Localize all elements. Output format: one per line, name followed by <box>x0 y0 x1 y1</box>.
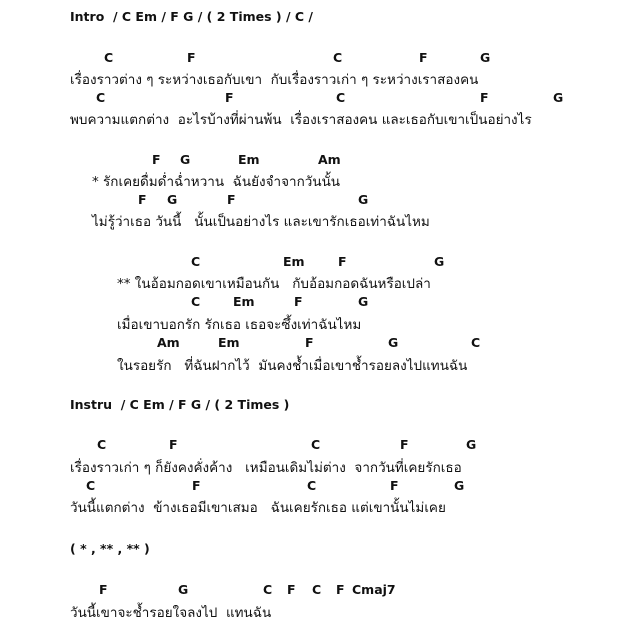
chord: F <box>99 582 108 597</box>
lyric-line: ไม่รู้ว่าเธอ วันนี้ นั้นเป็นอย่างไร และเขารักเธอเท่าฉันไหม <box>92 214 430 230</box>
chord: G <box>454 478 465 493</box>
chord: F <box>305 335 314 350</box>
chord: C <box>96 90 106 105</box>
chord: G <box>466 437 477 452</box>
chord: C <box>191 294 201 309</box>
chord: C <box>263 582 273 597</box>
chord-row <box>0 437 620 453</box>
chord: G <box>388 335 399 350</box>
chord: G <box>553 90 564 105</box>
chord: C <box>104 50 114 65</box>
chord: F <box>400 437 409 452</box>
chord: F <box>227 192 236 207</box>
chord-row <box>0 335 620 351</box>
chord: C <box>191 254 201 269</box>
chord: G <box>358 294 369 309</box>
chord: G <box>434 254 445 269</box>
chord: C <box>86 478 96 493</box>
chord: Cmaj7 <box>352 582 396 597</box>
chord: Em <box>283 254 305 269</box>
chord: F <box>338 254 347 269</box>
chord-row <box>0 478 620 494</box>
chord: F <box>138 192 147 207</box>
chord: C <box>97 437 107 452</box>
chord: F <box>152 152 161 167</box>
chord: F <box>287 582 296 597</box>
chord: G <box>480 50 491 65</box>
lyric-line: เรื่องราวต่าง ๆ ระหว่างเธอกับเขา กับเรื่องราวเก่า ๆ ระหว่างเราสองคน <box>70 72 479 88</box>
chord: C <box>471 335 481 350</box>
chord-row <box>0 582 620 598</box>
chord-row <box>0 152 620 168</box>
chord: F <box>390 478 399 493</box>
chord: F <box>419 50 428 65</box>
chord-row <box>0 90 620 106</box>
chord: F <box>187 50 196 65</box>
instru-line: Instru / C Em / F G / ( 2 Times ) <box>70 397 290 412</box>
chord: G <box>167 192 178 207</box>
chord: Em <box>218 335 240 350</box>
chord: Am <box>318 152 341 167</box>
intro-line: Intro / C Em / F G / ( 2 Times ) / C / <box>70 9 313 24</box>
chord: G <box>178 582 189 597</box>
chord-row <box>0 192 620 208</box>
chord: G <box>358 192 369 207</box>
lyric-line: เมื่อเขาบอกรัก รักเธอ เธอจะซึ้งเท่าฉันไหม <box>117 317 362 333</box>
chord: C <box>311 437 321 452</box>
chord: F <box>480 90 489 105</box>
chord: Em <box>238 152 260 167</box>
chord: G <box>180 152 191 167</box>
chord: F <box>294 294 303 309</box>
chord-row <box>0 254 620 270</box>
lyric-line: ในรอยรัก ที่ฉันฝากไว้ มันคงช้ำเมื่อเขาช้ำรอยลงไปแทนฉัน <box>117 358 468 374</box>
lyric-line: วันนี้เขาจะช้ำรอยใจลงไป แทนฉัน <box>70 605 272 621</box>
lyric-line: * รักเคยดื่มด่ำฉ่ำหวาน ฉันยังจำจากวันนั้น <box>92 174 341 190</box>
chord-row <box>0 50 620 66</box>
repeat-marker: ( * , ** , ** ) <box>70 541 150 556</box>
lyric-line: เรื่องราวเก่า ๆ ก็ยังคงคั่งค้าง เหมือนเดิมไม่ต่าง จากวันที่เคยรักเธอ <box>70 460 462 476</box>
chord: Am <box>157 335 180 350</box>
chord: C <box>333 50 343 65</box>
chord: C <box>336 90 346 105</box>
chord: C <box>312 582 322 597</box>
chord: C <box>307 478 317 493</box>
chord: Em <box>233 294 255 309</box>
chord: F <box>169 437 178 452</box>
lyric-line: ** ในอ้อมกอดเขาเหมือนกัน กับอ้อมกอดฉันหรือเปล่า <box>117 276 431 292</box>
lyric-line: วันนี้แตกต่าง ข้างเธอมีเขาเสมอ ฉันเคยรักเธอ แต่เขานั้นไม่เคย <box>70 500 446 516</box>
chord: F <box>225 90 234 105</box>
chord: F <box>192 478 201 493</box>
chord: F <box>336 582 345 597</box>
lyric-line: พบความแตกต่าง อะไรบ้างที่ผ่านพ้น เรื่องเราสองคน และเธอกับเขาเป็นอย่างไร <box>70 112 532 128</box>
chord-row <box>0 294 620 310</box>
